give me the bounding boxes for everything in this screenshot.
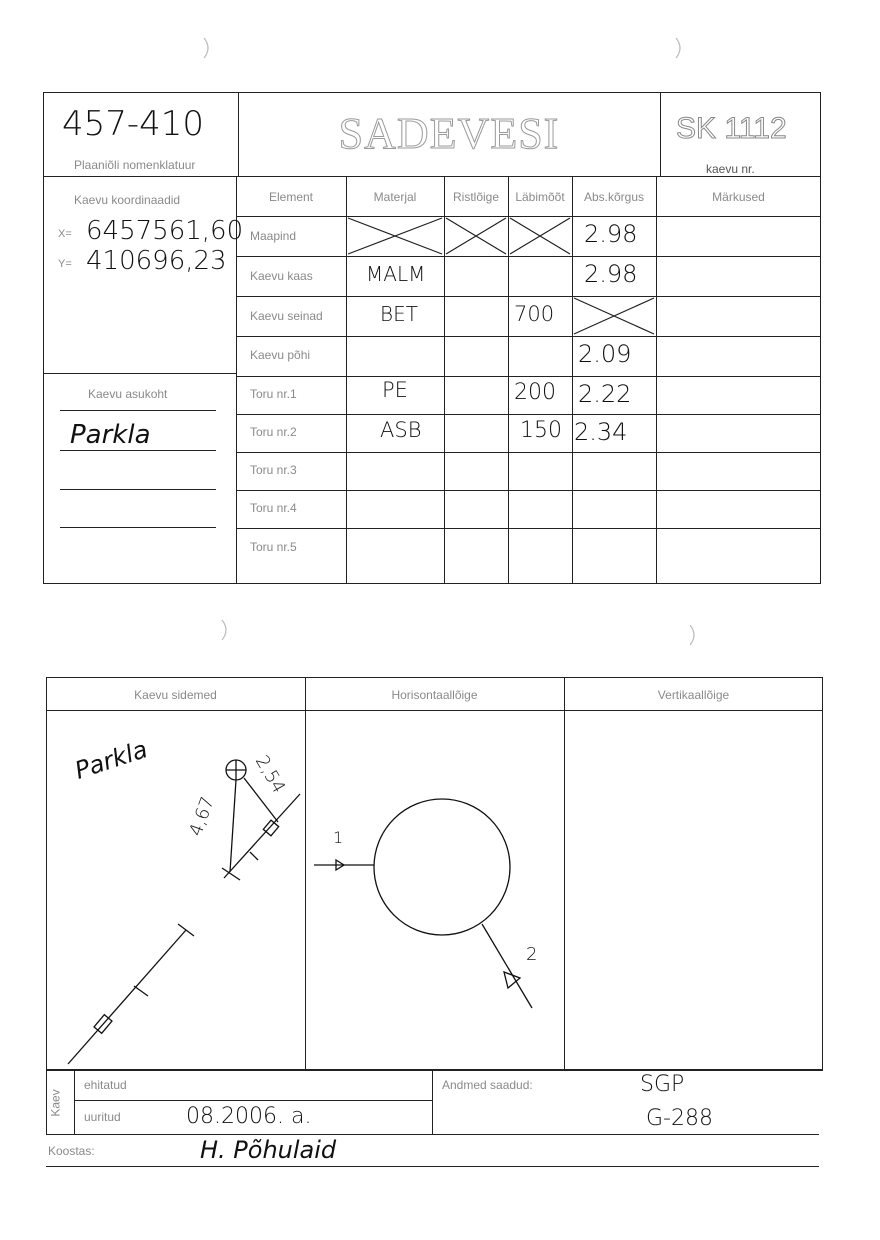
well-number-label: kaevu nr. (706, 162, 755, 176)
table-row-element: Toru nr.2 (250, 425, 297, 439)
col-diameter: Läbimõõt (515, 190, 565, 204)
y-coordinate: 410696,23 (86, 246, 227, 276)
table-cell-diameter: 200 (514, 380, 556, 405)
location-value: Parkla (70, 420, 151, 450)
sketch-parking-label: Parkla (71, 735, 151, 785)
data-source-value: SGP (640, 1072, 685, 1097)
col-header-horizontal: Horisontaallõige (391, 688, 478, 702)
table-cell-diameter: 150 (520, 418, 562, 443)
table-cell-material: BET (380, 302, 418, 326)
page-title: SADEVESI (338, 109, 560, 158)
table-row-element: Kaevu põhi (250, 348, 311, 362)
plan-nomenclature-value: 457-410 (62, 104, 205, 144)
table-cell-material: PE (382, 378, 408, 402)
plan-nomenclature-label: Plaaniõli nomenklatuur (74, 158, 196, 172)
table-cell-material: MALM (366, 262, 426, 286)
data-source-label: Andmed saadud: (442, 1078, 533, 1092)
table-cell-abs: 2.09 (578, 340, 632, 368)
table-row-element: Toru nr.3 (250, 463, 297, 477)
shifted-label: ehitatud (84, 1078, 127, 1092)
table-row-element: Toru nr.5 (250, 540, 297, 554)
measured-label: uuritud (84, 1110, 121, 1124)
table-cell-abs: 2.98 (584, 260, 638, 288)
well-number-value: SK 1112 (676, 112, 787, 145)
table-row-element: Kaevu kaas (250, 269, 313, 283)
coords-label: Kaevu koordinaadid (74, 193, 181, 207)
location-label: Kaevu asukoht (88, 387, 168, 401)
composed-label: Koostas: (48, 1144, 95, 1158)
y-prefix: Y= (58, 258, 72, 270)
side-label: Kaev (48, 1089, 63, 1117)
col-abs-height: Abs.kõrgus (583, 190, 645, 204)
table-cell-diameter: 700 (514, 302, 555, 326)
col-cross-section: Ristlõige (452, 190, 500, 204)
table-cell-abs: 2.98 (584, 220, 638, 248)
pipe-2-label: 2 (526, 944, 538, 965)
composed-signature: H. Põhulaid (200, 1136, 337, 1164)
table-row-element: Kaevu seinad (250, 309, 323, 323)
table-row-element: Maapind (250, 229, 297, 243)
table-cell-abs: 2.22 (578, 380, 632, 408)
col-element: Element (268, 190, 314, 204)
table-row-element: Toru nr.1 (250, 387, 297, 401)
sketch-dimension-b: 2,54 (250, 751, 290, 798)
col-header-vertical: Vertikaallõige (657, 688, 730, 702)
col-header-links: Kaevu sidemed (134, 688, 217, 702)
col-notes: Märkused (712, 190, 765, 204)
x-prefix: X= (58, 228, 72, 240)
col-material: Materjal (373, 190, 417, 204)
table-cell-abs: 2.34 (574, 418, 628, 446)
pipe-1-label: 1 (333, 828, 344, 847)
table-cell-material: ASB (380, 418, 422, 442)
x-coordinate: 6457561,60 (86, 216, 244, 246)
sketch-dimension-a: 4,67 (185, 794, 219, 839)
measured-value: 08.2006. a. (186, 1104, 312, 1129)
table-row-element: Toru nr.4 (250, 501, 297, 515)
data-source-code: G-288 (646, 1106, 713, 1131)
